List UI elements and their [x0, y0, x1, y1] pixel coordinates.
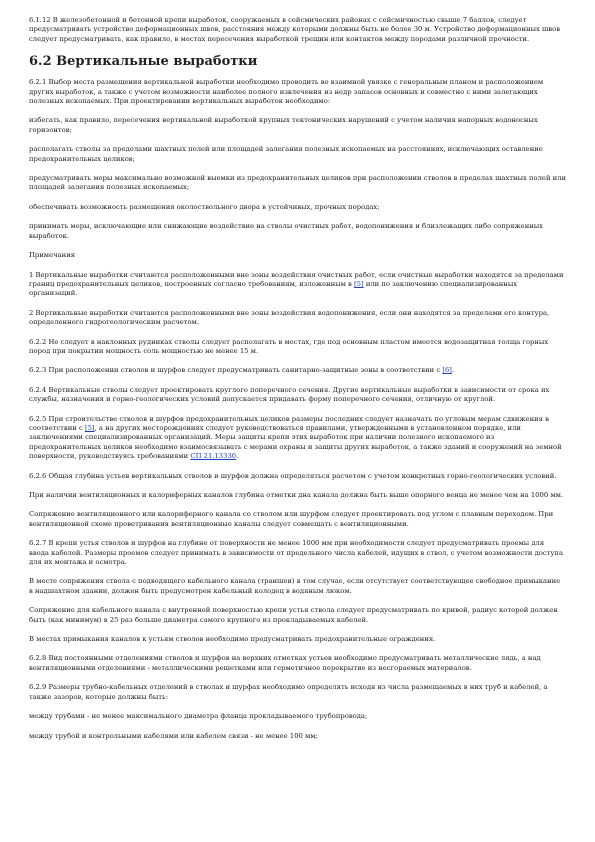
paragraph-text: или по заключению специализированных организаций. — [29, 279, 518, 298]
paragraph-text: При наличии вентиляционных и калориферных каналов глубина отметки дна канала должна быть выше опорного венца не менее чем на 1000 мм. — [29, 491, 564, 499]
body-text — [29, 78, 566, 741]
paragraph-text: 6.1.12 В железобетонной и бетонной крепи выработок, сооружаемых в сейсмических районах с сейсмичностью свыше 7 баллов, следует предусматривать устройство деформационных швов, расстояния между которыми должны быть не более 30 м. Устройство деформационных швов следует предусматривать, как правило, в местах пересечения выработкой трещин или контактов между породами различной прочности. — [29, 16, 561, 43]
paragraph-text: , а на других месторождениях следует руководствоваться правилами, утвержденными в установленном порядке, или заключениями специализированных организаций. Меры защиты крепи этих выработок при наличии полезного ископаемого из предохранительных целиков необходимо взаимосвязывать с мерами охраны и защиты других выработок, а также зданий и сооружений на земной поверхности, руководствуясь требованиями — [29, 423, 562, 461]
section-heading: 6.2 Вертикальные выработки — [29, 54, 258, 70]
paragraph — [29, 683, 566, 702]
paragraph-text: 6.2.1 Выбор места размещения вертикальной выработки необходимо проводить во взаимной увязке с генеральным планом и расположением других выработок, а также с учетом возможности наиболее полного извлечения из недр запасов основных и совместно с ними залегающих полезных ископаемых. При проектировании вертикальных выработок необходимо: — [29, 78, 544, 106]
reference-link[interactable]: [5] — [354, 279, 364, 288]
paragraph-text: 2 Вертикальные выработки считаются расположенными вне зоны воздействия водопонижения, если они находятся за пределами его контура, определенного гидрогеологическим расчетом. — [29, 308, 550, 327]
paragraph — [29, 415, 566, 462]
paragraph-text: между трубой и контрольными кабелями или кабелем связи - не менее 100 мм; — [29, 731, 318, 740]
paragraph-text: Сопряжение вентиляционного или калориферного канала со стволом или шурфом следует проектировать под углом с плавным переходом. При вентиляционной схеме проветривания вентиляционные каналы следует совмещать с вентиляционными. — [29, 510, 554, 528]
paragraph — [29, 145, 566, 164]
paragraph-text: обеспечивать возможность размещения околоствольного двора в устойчивых, прочных породах; — [29, 202, 380, 211]
paragraph-text: 6.2.3 При расположении стволов и шурфов следует предусматривать санитарно-защитные зоны в соответствии с — [29, 366, 443, 375]
paragraph-text: располагать стволы за пределами шахтных полей или площадей залегания полезных ископаемых на расстояниях, исключающих оставление предохранительных целиков; — [29, 145, 543, 163]
paragraph — [29, 174, 566, 193]
paragraph-text: принимать меры, исключающие или снижающие воздействие на стволы очистных работ, водопонижения и близлежащих либо сопряженных выработок. — [29, 222, 543, 240]
paragraph — [29, 386, 566, 405]
paragraph — [29, 309, 566, 328]
paragraph — [29, 539, 566, 567]
paragraph — [29, 606, 566, 625]
paragraph-text: между трубами - не менее максимального диаметра фланца прокладываемого трубопровода; — [29, 712, 368, 721]
paragraph-text: 6.2.9 Размеры трубно-кабельных отделений в стволах и шурфах необходимо определять исходя из числа размещаемых в них труб и кабелей, а также зазоров, которые должны быть: — [29, 683, 548, 701]
paragraph — [29, 654, 566, 673]
paragraph — [29, 366, 566, 375]
paragraph-text: 6.2.4 Вертикальные стволы следует проектировать круглого поперечного сечения. Другие вертикальные выработки в зависимости от срока их службы, назначения и горно-геологических условий допускается придавать форму поперечного сечения, отличную от круглой. — [29, 385, 550, 404]
paragraph-text: . — [236, 452, 239, 461]
paragraph-text: 6.2.2 Не следует в наклонных рудниках стволы следует располагать в местах, где под основным пластом имеется водозащитная толща горных пород при покрытии мощность соль мощностью не менее 15 м. — [29, 337, 549, 355]
paragraph-text: Примечания — [29, 251, 76, 260]
paragraph — [29, 338, 566, 357]
paragraph — [29, 732, 566, 741]
paragraph — [29, 116, 566, 135]
paragraph — [29, 16, 566, 44]
reference-link[interactable]: СП 21.13330 — [190, 452, 237, 461]
paragraph-text: 6.2.5 При строительстве стволов и шурфов предохранительных целиков размеры последних следует назначать по угловым мерам сдвижения в соответствии с — [29, 414, 549, 432]
paragraph-text: 6.2.7 В крепи устья стволов и шурфов на глубине от поверхности не менее 1000 мм при необходимости следует предусматривать проемы для ввода кабелей. Размеры проемов следует принимать в зависимости от предельного числа кабелей, идущих в ствол, с учетом возможности доступа для их монтажа и осмотра. — [29, 539, 564, 567]
paragraph — [29, 712, 566, 721]
paragraph-text: Сопряжение для кабельного канала с внутренней поверхностью крепи устья ствола следует предусматривать по кривой, радиус которой должен быть (как минимум) в 25 раз больше диаметра самого крупного из прокладываемых кабелей. — [29, 606, 558, 624]
paragraph — [29, 510, 566, 529]
reference-link[interactable]: [5] — [84, 423, 95, 432]
reference-link[interactable]: [6] — [442, 366, 452, 375]
paragraph-text: 1 Вертикальные выработки считаются расположенными вне зоны воздействия очистных работ, если очистные выработки находятся за пределами границ предохранительных целиков, построенных согласно требованиям, изложенным в — [29, 270, 564, 288]
paragraph — [29, 491, 566, 500]
paragraph — [29, 271, 566, 299]
paragraph-text: В месте сопряжения ствола с подводящего кабельного канала (траншеи) в том случае, если отсутствует соответствующее свободное примыкание в надшахтном здании, должен быть предусмотрен кабельный колодец в водяным люком. — [29, 577, 561, 595]
paragraph-text: 6.2.6 Общая глубина устьев вертикальных стволов и шурфов должна определяться расчетом с учетом конкретных горно-геологических условий. — [29, 471, 557, 480]
paragraph — [29, 635, 566, 644]
paragraph — [29, 78, 566, 106]
body-text-top — [29, 16, 566, 44]
paragraph-text: В местах примыкания каналов к устьям стволов необходимо предусматривать предохранительные ограждения. — [29, 635, 436, 644]
paragraph — [29, 222, 566, 241]
paragraph — [29, 251, 566, 260]
paragraph-text: избегать, как правило, пересечения вертикальной выработкой крупных тектонических нарушений с учетом наличия напорных водоносных горизонтов; — [29, 116, 538, 134]
paragraph — [29, 577, 566, 596]
paragraph-text: предусматривать меры максимально возможной выемки из предохранительных целиков при расположении стволов в пределах шахтных полей или площадей залегания полезных ископаемых; — [29, 174, 567, 192]
paragraph-text: . — [451, 366, 455, 375]
paragraph — [29, 472, 566, 481]
paragraph — [29, 203, 566, 212]
paragraph-text: 6.2.8 Вид постоянными отделениями стволов и шурфов на верхних отметках устьев необходимо предусматривать металлические лядь, а над вентиляционными отделениями - металлическими решетками или герметичное перекрытие из несгораемых материалов. — [29, 654, 541, 672]
